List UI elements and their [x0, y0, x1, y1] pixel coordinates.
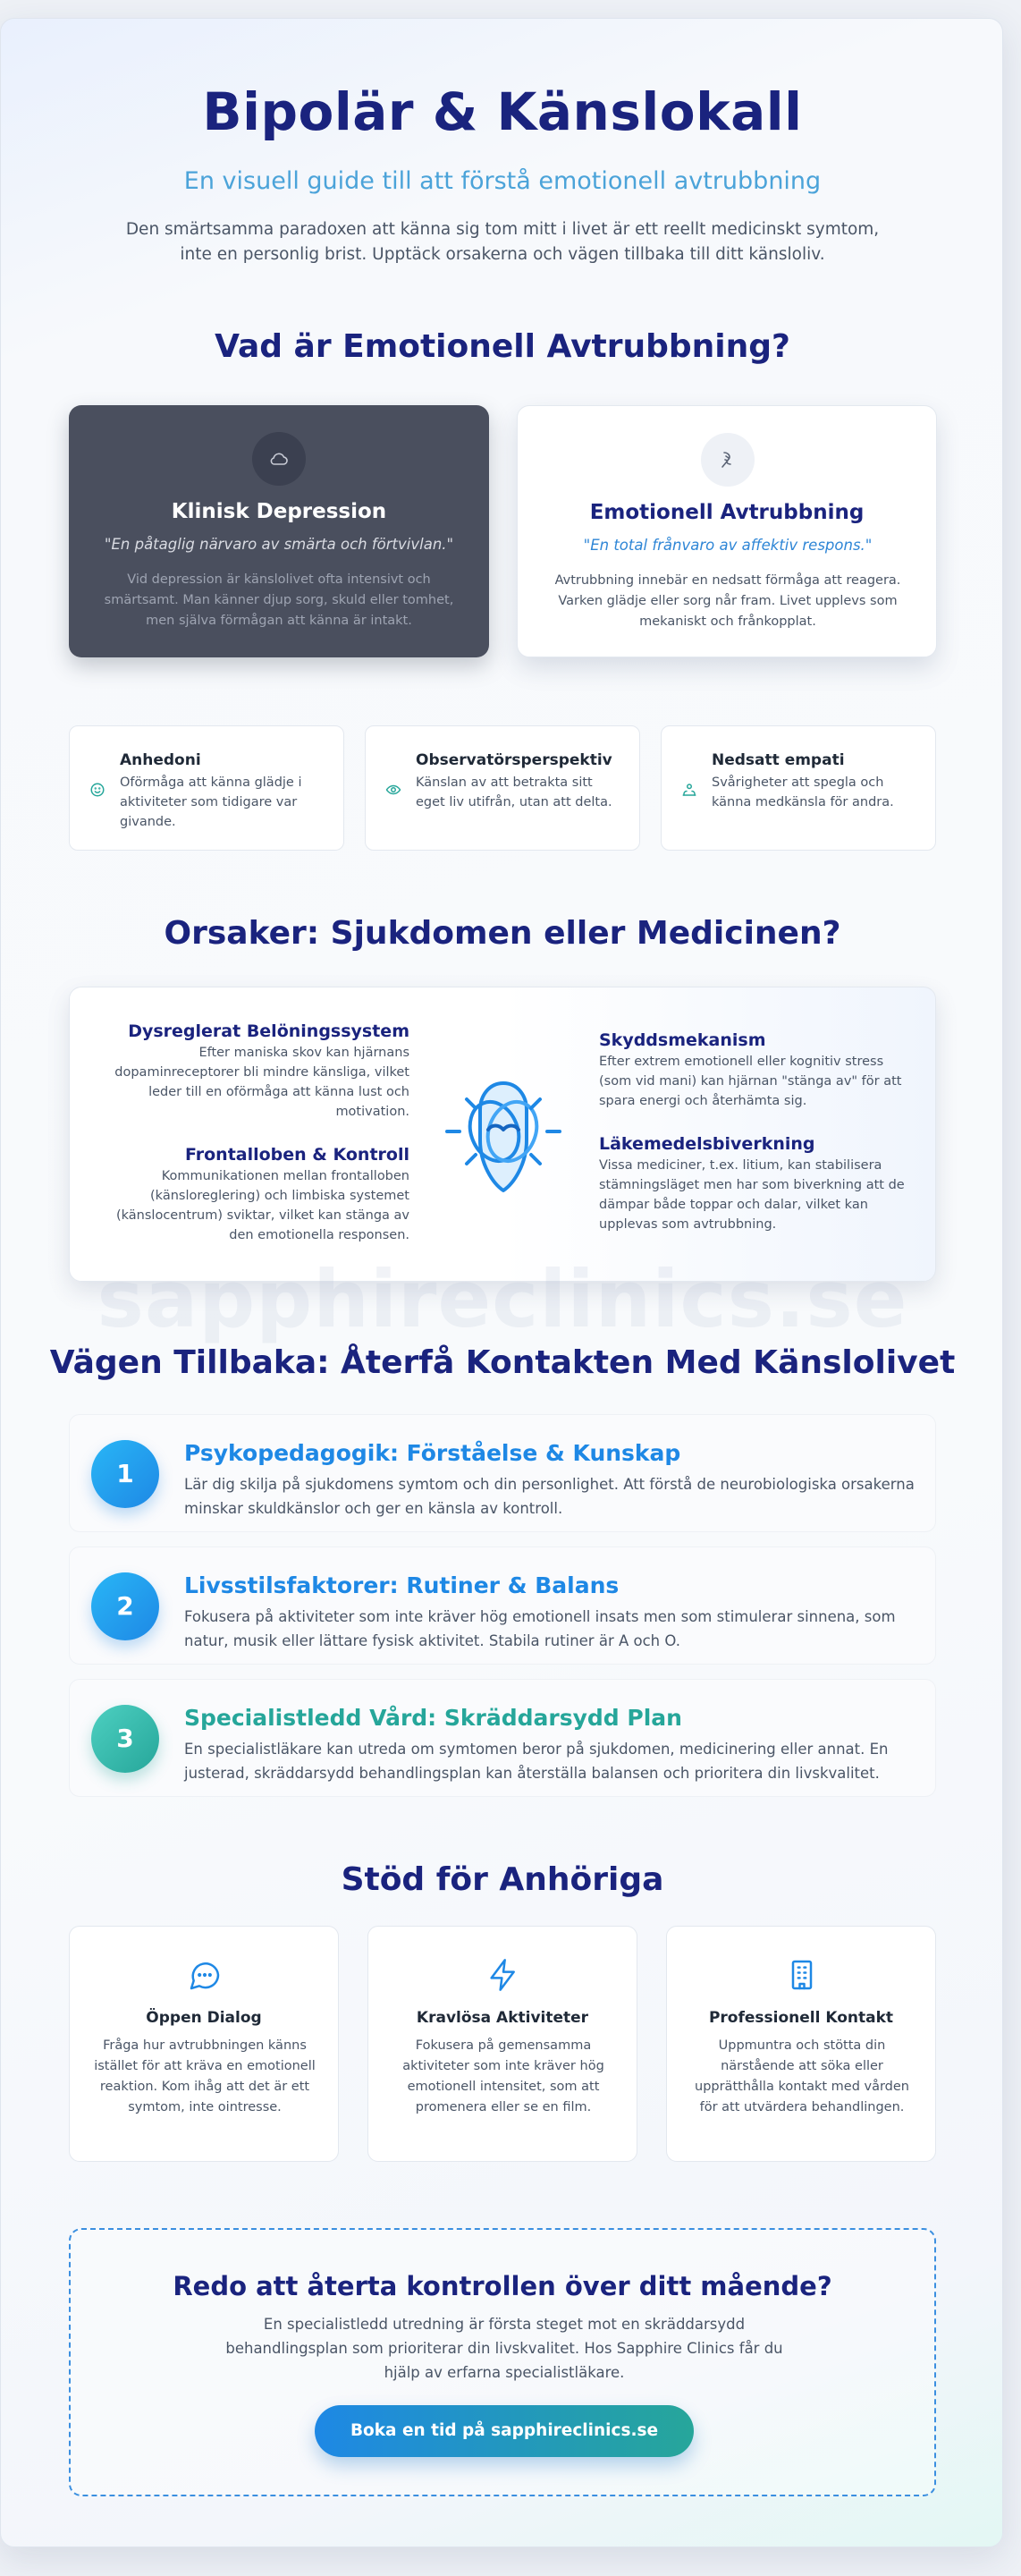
book-appointment-button[interactable]: Boka en tid på sapphireclinics.se [315, 2405, 694, 2457]
intro-text: Den smärtsamma paradoxen att känna sig tom mitt i livet är ett reellt medicinskt symtom, inte en personlig brist. Upptäck orsakerna och vägen tillbaka till ditt känsloliv. [125, 220, 880, 264]
depression-title: Klinisk Depression [171, 500, 387, 523]
smiley-icon [89, 782, 105, 801]
symptom-text: Oförmåga att känna glädje i aktiviteter som tidigare var givande. [120, 775, 302, 829]
symptom-card-empathy [661, 725, 936, 851]
watermark: sapphireclinics.se [97, 1253, 908, 1345]
symptom-card-observer [365, 725, 640, 851]
support-card-professional [666, 1926, 936, 2162]
section-heading-path: Vägen Tillbaka: Återfå Kontakten Med Känslolivet [49, 1344, 956, 1381]
cause-reward-system [97, 1021, 409, 1122]
step-card-2 [69, 1546, 936, 1665]
cause-text: Efter extrem emotionell eller kognitiv stress (som vid mani) kan hjärnan "stänga av" för att spara energi och återhämta sig. [599, 1055, 902, 1108]
people-icon [681, 782, 697, 801]
symptom-title: Nedsatt empati [712, 751, 845, 769]
step-text: Fokusera på aktiviteter som inte kräver hög emotionell insats men som stimulerar sinnena, som natur, musik eller lättare fysisk aktivitet. Stabila rutiner är A och O. [184, 1608, 896, 1649]
eye-icon [385, 782, 401, 801]
support-text: Fokusera på gemensamma aktiviteter som inte kräver hög emotionell intensitet, som att promenera eller se en film. [402, 2038, 604, 2114]
cloud-icon [252, 432, 306, 486]
blunting-card [517, 405, 937, 657]
cause-frontal-lobe [97, 1145, 409, 1245]
support-card-activities [367, 1926, 637, 2162]
cta-title: Redo att återta kontrollen över ditt mående? [173, 2271, 832, 2301]
depression-description: Vid depression är känslolivet ofta intensivt och smärtsamt. Man känner djup sorg, skuld eller tomhet, men själva förmågan att känna är intakt. [104, 572, 454, 628]
chat-icon [187, 1957, 223, 1996]
cause-title: Dysreglerat Belöningssystem [128, 1021, 409, 1041]
section-heading-causes: Orsaker: Sjukdomen eller Medicinen? [164, 915, 841, 952]
support-title: Professionell Kontakt [708, 2009, 894, 2027]
symptom-title: Anhedoni [120, 751, 201, 769]
cause-text: Efter maniska skov kan hjärnans dopaminreceptorer bli mindre känsliga, vilket leder till en oförmåga att känna lust och motivation. [114, 1046, 409, 1119]
step-number: 3 [91, 1705, 159, 1773]
blunting-description: Avtrubbning innebär en nedsatt förmåga att reagera. Varken glädje eller sorg når fram. Livet upplevs som mekaniskt och frånkopplat. [554, 573, 901, 629]
support-title: Kravlösa Aktiviteter [416, 2009, 589, 2027]
step-card-3 [69, 1679, 936, 1797]
step-title: Livsstilsfaktorer: Rutiner & Balans [184, 1572, 620, 1598]
causes-card [69, 987, 936, 1282]
step-text: Lär dig skilja på sjukdomens symtom och din personlighet. Att förstå de neurobiologiska orsakerna minskar skuldkänslor och ger en känsla av kontroll. [184, 1476, 915, 1517]
lightning-icon [485, 1957, 521, 1996]
section-heading-support: Stöd för Anhöriga [341, 1861, 664, 1898]
step-card-1 [69, 1414, 936, 1532]
infographic-page [0, 18, 1003, 2547]
cause-protection [599, 1030, 912, 1111]
cause-title: Läkemedelsbiverkning [599, 1134, 815, 1154]
step-title: Psykopedagogik: Förståelse & Kunskap [184, 1440, 681, 1466]
symptom-title: Observatörsperspektiv [416, 751, 612, 769]
feather-icon [701, 433, 755, 487]
depression-card [69, 405, 489, 657]
cause-title: Skyddsmekanism [599, 1030, 766, 1050]
depression-quote: "En påtaglig närvaro av smärta och förtvivlan." [104, 536, 454, 553]
symptom-card-anhedonia [69, 725, 344, 851]
page-title: Bipolär & Känslokall [202, 81, 803, 142]
cause-medication [599, 1134, 912, 1234]
cta-text: En specialistledd utredning är första steget mot en skräddarsydd behandlingsplan som prioriterar din livskvalitet. Hos Sapphire Clinics får du hjälp av erfarna specialistläkare. [225, 2316, 783, 2381]
support-card-dialog [69, 1926, 339, 2162]
support-title: Öppen Dialog [146, 2009, 262, 2027]
symptom-text: Svårigheter att spegla och känna medkänsla för andra. [712, 775, 894, 809]
blunting-title: Emotionell Avtrubbning [589, 501, 865, 524]
step-text: En specialistläkare kan utreda om symtomen beror på sjukdomen, medicinering eller annat. En justerad, skräddarsydd behandlingsplan kan återställa balansen och prioritera din livskvalitet. [184, 1741, 889, 1782]
cause-text: Kommunikationen mellan frontalloben (känsloreglering) och limbiska systemet (känslocentrum) sviktar, vilket kan stänga av den emotionella responsen. [116, 1169, 409, 1242]
building-icon [784, 1957, 820, 1996]
symptom-text: Känslan av att betrakta sitt eget liv utifrån, utan att delta. [416, 775, 612, 809]
brain-icon [445, 1072, 561, 1201]
step-title: Specialistledd Vård: Skräddarsydd Plan [184, 1705, 682, 1731]
blunting-quote: "En total frånvaro av affektiv respons." [583, 537, 873, 554]
cta-box [69, 2228, 936, 2496]
cause-title: Frontalloben & Kontroll [184, 1145, 409, 1165]
page-subtitle: En visuell guide till att förstå emotionell avtrubbning [183, 167, 822, 195]
support-text: Fråga hur avtrubbningen känns istället för att kräva en emotionell reaktion. Kom ihåg att det är ett symtom, inte ointresse. [94, 2038, 316, 2114]
cause-text: Vissa mediciner, t.ex. litium, kan stabilisera stämningsläget men har som biverkning att de dämpar både toppar och dalar, vilket kan upplevas som avtrubbning. [599, 1158, 905, 1232]
support-text: Uppmuntra och stötta din närstående att söka eller upprätthålla kontakt med vården för att utvärdera behandlingen. [695, 2038, 909, 2114]
step-number: 1 [91, 1440, 159, 1508]
step-number: 2 [91, 1572, 159, 1640]
section-heading-what: Vad är Emotionell Avtrubbning? [215, 328, 790, 365]
